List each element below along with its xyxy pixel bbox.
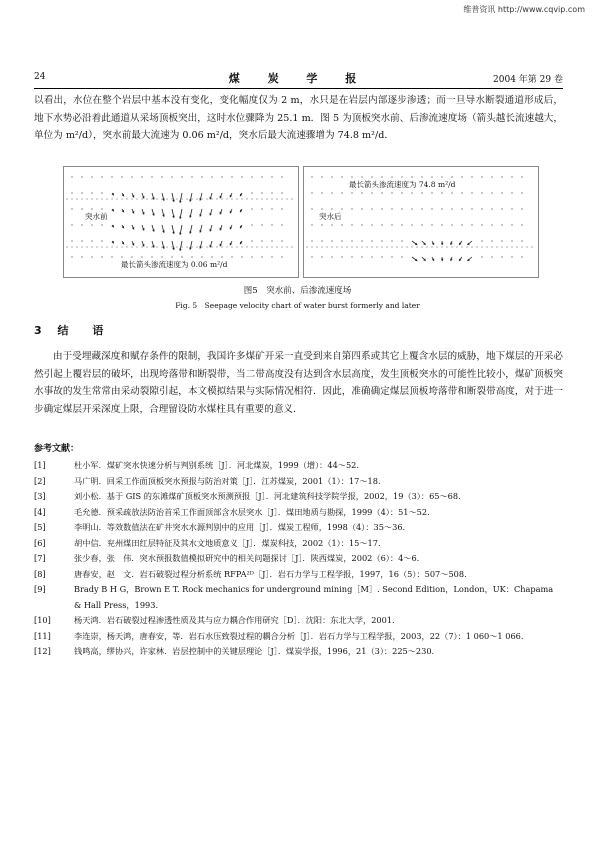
grid-dot <box>521 192 522 193</box>
grid-dot <box>321 192 322 193</box>
reference-index: [5] <box>34 522 46 532</box>
reference-text: 杜小军．煤矿突水快速分析与判别系统［J］．河北煤炭，1999（增）：44～52. <box>74 460 359 470</box>
grid-dot <box>371 176 372 177</box>
grid-dot <box>421 224 422 225</box>
grid-dot <box>131 256 132 257</box>
grid-dot <box>221 256 222 257</box>
grid-dot <box>471 224 472 225</box>
grid-dot <box>401 176 402 177</box>
grid-dot <box>491 176 492 177</box>
grid-dot <box>471 192 472 193</box>
grid-dot <box>371 208 372 209</box>
grid-dot <box>71 240 72 241</box>
grid-dot <box>481 256 482 257</box>
grid-dot <box>501 256 502 257</box>
grid-dot <box>261 176 262 177</box>
grid-dot <box>241 256 242 257</box>
grid-dot <box>101 176 102 177</box>
reference-text: 李连崇，杨天鸿，唐春安，等．岩石水压致裂过程的耦合分析［J］．岩石力学与工程学报，2003，22（7）：1 060～1 066. <box>74 630 524 641</box>
grid-dot <box>441 224 442 225</box>
grid-dot <box>351 176 352 177</box>
grid-dot <box>331 224 332 225</box>
grid-dot <box>521 176 522 177</box>
grid-dot <box>481 224 482 225</box>
grid-dot <box>401 224 402 225</box>
grid-dot <box>91 208 92 209</box>
grid-dot <box>431 192 432 193</box>
grid-dot <box>361 224 362 225</box>
header-rule <box>34 88 563 89</box>
grid-dot <box>81 176 82 177</box>
grid-dot <box>401 256 402 257</box>
reference-index: [7] <box>34 553 46 563</box>
grid-dot <box>491 240 492 241</box>
grid-dot <box>341 208 342 209</box>
grid-dot <box>371 192 372 193</box>
grid-dot <box>331 256 332 257</box>
grid-dot <box>331 240 332 241</box>
grid-dot <box>431 208 432 209</box>
reference-item <box>34 489 563 505</box>
grid-dot <box>101 192 102 193</box>
figure-caption-cn: 图5 突水前、后渗流速度场 <box>243 286 352 296</box>
grid-dot <box>181 176 182 177</box>
grid-dot <box>351 192 352 193</box>
figure-5 <box>63 166 538 276</box>
grid-dot <box>481 176 482 177</box>
grid-dot <box>521 224 522 225</box>
grid-dot <box>71 176 72 177</box>
grid-dot <box>401 208 402 209</box>
grid-dot <box>71 208 72 209</box>
grid-dot <box>381 208 382 209</box>
grid-dot <box>511 240 512 241</box>
grid-dot <box>191 176 192 177</box>
panel-after-burst <box>303 166 539 278</box>
arrow-head <box>199 230 202 232</box>
grid-dot <box>381 192 382 193</box>
grid-dot <box>311 256 312 257</box>
panel-label-before: 突水前 <box>85 212 108 221</box>
grid-dot <box>271 208 272 209</box>
grid-dot <box>471 176 472 177</box>
grid-dot <box>321 176 322 177</box>
grid-dot <box>271 256 272 257</box>
grid-dot <box>511 176 512 177</box>
grid-dot <box>441 192 442 193</box>
grid-dot <box>101 240 102 241</box>
reference-item <box>34 567 563 583</box>
grid-dot <box>351 208 352 209</box>
grid-dot <box>341 240 342 241</box>
reference-item <box>34 474 563 490</box>
reference-text: 杨天鸿．岩石破裂过程渗透性质及其与应力耦合作用研究［D］．沈阳：东北大学，2001. <box>74 615 395 625</box>
grid-dot <box>391 224 392 225</box>
grid-dot <box>331 192 332 193</box>
reference-list <box>34 458 563 660</box>
grid-dot <box>311 240 312 241</box>
grid-dot <box>391 208 392 209</box>
grid-dot <box>371 224 372 225</box>
grid-dot <box>481 240 482 241</box>
reference-index: [12] <box>34 646 51 656</box>
grid-dot <box>261 240 262 241</box>
grid-dot <box>401 240 402 241</box>
grid-dot <box>161 176 162 177</box>
grid-dot <box>201 256 202 257</box>
grid-dot <box>111 176 112 177</box>
grid-dot <box>491 208 492 209</box>
reference-index: [11] <box>34 630 51 641</box>
reference-index: [10] <box>34 615 51 625</box>
grid-dot <box>251 224 252 225</box>
references-heading: 参考文献： <box>34 444 80 454</box>
reference-text: 唐春安，赵 文．岩石破裂过程分析系统 RFPA²ᴰ［J］．岩石力学与工程学报，1997，16（5）：507～508. <box>74 568 467 579</box>
reference-item <box>34 520 563 536</box>
grid-dot <box>341 256 342 257</box>
grid-dot <box>281 208 282 209</box>
arrow-head <box>199 214 202 216</box>
grid-dot <box>501 240 502 241</box>
grid-dot <box>141 256 142 257</box>
grid-dot <box>151 256 152 257</box>
grid-dot <box>461 176 462 177</box>
grid-dot <box>391 176 392 177</box>
grid-dot <box>311 176 312 177</box>
grid-dot <box>411 208 412 209</box>
reference-index: [4] <box>34 506 46 517</box>
grid-dot <box>361 256 362 257</box>
grid-dot <box>101 208 102 209</box>
grid-dot <box>71 256 72 257</box>
journal-title: 煤 炭 学 报 <box>228 72 369 85</box>
grid-dot <box>361 192 362 193</box>
grid-dot <box>261 208 262 209</box>
grid-dot <box>181 256 182 257</box>
grid-dot <box>461 192 462 193</box>
grid-dot <box>91 224 92 225</box>
grid-dot <box>391 192 392 193</box>
grid-dot <box>351 256 352 257</box>
reference-item <box>34 629 563 645</box>
grid-dot <box>281 176 282 177</box>
grid-dot <box>161 256 162 257</box>
grid-dot <box>311 192 312 193</box>
arrow-head <box>162 230 165 232</box>
reference-text: 张少春，张 伟．突水预报数值模拟研究中的相关问题探讨［J］．陕西煤炭，2002（6）：4～6. <box>74 553 420 563</box>
grid-dot <box>221 176 222 177</box>
grid-dot <box>251 256 252 257</box>
grid-dot <box>231 256 232 257</box>
grid-dot <box>341 176 342 177</box>
grid-dot <box>351 240 352 241</box>
max-velocity-label-after: 最长箭头渗流速度为 74.8 m²/d <box>349 180 456 189</box>
grid-dot <box>371 240 372 241</box>
grid-dot <box>271 192 272 193</box>
reference-item <box>34 644 563 660</box>
grid-dot <box>441 208 442 209</box>
grid-dot <box>311 224 312 225</box>
grid-dot <box>381 224 382 225</box>
grid-dot <box>71 224 72 225</box>
arrow-head <box>441 243 444 245</box>
grid-dot <box>101 256 102 257</box>
reference-index: [9] <box>34 584 46 594</box>
grid-dot <box>521 256 522 257</box>
grid-dot <box>361 240 362 241</box>
grid-dot <box>381 240 382 241</box>
grid-dot <box>351 224 352 225</box>
reference-index: [8] <box>34 568 46 579</box>
grid-dot <box>491 256 492 257</box>
grid-dot <box>331 176 332 177</box>
grid-dot <box>321 256 322 257</box>
grid-dot <box>481 208 482 209</box>
reference-index: [2] <box>34 475 46 486</box>
grid-dot <box>271 240 272 241</box>
reference-text: 毛允德．预采疏放法防治首采工作面顶部含水层突水［J］．煤田地质与勘探，1999（4）：51～52. <box>74 506 430 517</box>
arrow-head <box>199 198 202 200</box>
grid-dot <box>511 224 512 225</box>
grid-dot <box>311 208 312 209</box>
grid-dot <box>321 240 322 241</box>
reference-item <box>34 458 563 474</box>
reference-index: [1] <box>34 460 46 470</box>
grid-dot <box>431 224 432 225</box>
grid-dot <box>391 240 392 241</box>
grid-dot <box>421 176 422 177</box>
grid-dot <box>201 176 202 177</box>
grid-dot <box>281 192 282 193</box>
grid-dot <box>91 240 92 241</box>
body-paragraph-2: 由于受埋藏深度和赋存条件的限制，我国许多煤矿开采一直受到来自第四系或其它上覆含水层的威胁，地下煤层的开采必然引起上覆岩层的破坏，出现垮落带和断裂带，当二带高度没有达到含水层高度，发生顶板突水的可能性比较小，煤矿顶板突水事故的发生常常由采动裂隙引起，本文模拟结果与实际情况相符．因此，准确确定煤层顶板垮落带和断裂带高度，对于进一步确定煤层开采深度上限，合理留设防水煤柱具有重要的意义． <box>34 351 563 415</box>
grid-dot <box>81 240 82 241</box>
grid-dot <box>381 256 382 257</box>
grid-dot <box>91 192 92 193</box>
grid-dot <box>231 176 232 177</box>
grid-dot <box>401 192 402 193</box>
grid-dot <box>381 176 382 177</box>
grid-dot <box>171 256 172 257</box>
grid-dot <box>441 176 442 177</box>
arrow-head <box>162 214 165 216</box>
grid-dot <box>281 240 282 241</box>
grid-dot <box>71 192 72 193</box>
grid-dot <box>281 256 282 257</box>
page-number: 24 <box>34 72 46 82</box>
grid-dot <box>121 256 122 257</box>
grid-dot <box>451 224 452 225</box>
grid-dot <box>501 176 502 177</box>
panel-label-after: 突水后 <box>319 212 342 221</box>
grid-dot <box>111 256 112 257</box>
grid-dot <box>271 176 272 177</box>
grid-dot <box>81 192 82 193</box>
reference-item <box>34 613 563 629</box>
grid-dot <box>511 192 512 193</box>
grid-dot <box>91 256 92 257</box>
reference-index: [3] <box>34 491 46 501</box>
grid-dot <box>411 224 412 225</box>
grid-dot <box>521 240 522 241</box>
grid-dot <box>361 208 362 209</box>
reference-text: Brady B H G，Brown E T. Rock mechanics for underground mining［M］. Second Edition，London，UK：Chapama & Hall Press，1993. <box>74 584 554 610</box>
grid-dot <box>501 224 502 225</box>
reference-text: 马广明．回采工作面顶板突水预报与防治对策［J］．江苏煤炭，2001（1）：17～18. <box>74 475 381 486</box>
figure-caption-en: Fig. 5 Seepage velocity chart of water burst formerly and later <box>175 301 420 310</box>
grid-dot <box>451 208 452 209</box>
grid-dot <box>511 208 512 209</box>
grid-dot <box>511 256 512 257</box>
grid-dot <box>491 192 492 193</box>
grid-dot <box>281 224 282 225</box>
reference-item <box>34 551 563 567</box>
grid-dot <box>171 176 172 177</box>
grid-dot <box>451 192 452 193</box>
grid-dot <box>461 224 462 225</box>
reference-text: 李明山．等效数值法在矿井突水水源判别中的应用［J］．煤炭工程师，1998（4）：35～36. <box>74 522 406 532</box>
grid-dot <box>211 256 212 257</box>
grid-dot <box>331 208 332 209</box>
grid-dot <box>211 176 212 177</box>
grid-dot <box>341 192 342 193</box>
grid-dot <box>251 176 252 177</box>
grid-dot <box>461 208 462 209</box>
grid-dot <box>121 176 122 177</box>
grid-dot <box>191 256 192 257</box>
grid-dot <box>411 192 412 193</box>
grid-dot <box>421 208 422 209</box>
grid-dot <box>371 256 372 257</box>
grid-dot <box>451 176 452 177</box>
reference-item <box>34 582 563 613</box>
grid-dot <box>251 208 252 209</box>
grid-dot <box>321 224 322 225</box>
grid-dot <box>101 224 102 225</box>
grid-dot <box>131 176 132 177</box>
section-number: 3 <box>34 324 42 337</box>
grid-dot <box>391 256 392 257</box>
arrow-head <box>199 246 202 248</box>
arrow-head <box>441 259 444 261</box>
section-heading <box>34 322 113 338</box>
grid-dot <box>241 176 242 177</box>
grid-dot <box>81 208 82 209</box>
grid-dot <box>411 176 412 177</box>
grid-dot <box>361 176 362 177</box>
issue-info: 2004 年第 29 卷 <box>493 75 563 85</box>
grid-dot <box>431 176 432 177</box>
grid-dot <box>501 208 502 209</box>
grid-dot <box>151 176 152 177</box>
section-title: 结 语 <box>57 324 114 337</box>
reference-text: 刘小松．基于 GIS 的东滩煤矿顶板突水预测预报［J］．河北建筑科技学院学报，2002，19（3）：65～68. <box>74 491 461 501</box>
grid-dot <box>471 208 472 209</box>
grid-dot <box>141 176 142 177</box>
watermark: 维普资讯 http://www.cqvip.com <box>463 5 585 14</box>
reference-text: 钱鸣高，缪协兴，许家林．岩层控制中的关键层理论［J］．煤炭学报，1996，21（3）：225～230. <box>74 646 435 656</box>
max-velocity-label-before: 最长箭头渗流速度为 0.06 m²/d <box>121 260 228 269</box>
grid-dot <box>91 176 92 177</box>
grid-dot <box>251 192 252 193</box>
grid-dot <box>341 224 342 225</box>
grid-dot <box>81 256 82 257</box>
grid-dot <box>501 192 502 193</box>
grid-dot <box>81 224 82 225</box>
reference-index: [6] <box>34 537 46 548</box>
grid-dot <box>251 240 252 241</box>
reference-item <box>34 536 563 552</box>
reference-item <box>34 505 563 521</box>
grid-dot <box>261 224 262 225</box>
panel-before-burst <box>63 166 299 278</box>
grid-dot <box>261 256 262 257</box>
grid-dot <box>491 224 492 225</box>
grid-dot <box>421 192 422 193</box>
grid-dot <box>271 224 272 225</box>
reference-text: 胡中信．兖州煤田红层特征及其水文地质意义［J］．煤炭科技，2002（1）：15～17. <box>74 537 381 548</box>
body-paragraph-1: 以看出，水位在整个岩层中基本没有变化，变化幅度仅为 2 m，水只是在岩层内部逐步渗透；而一旦导水断裂通道形成后，地下水势必沿着此通道从采场顶板突出，这时水位骤降为 25.1 m．图 5 为顶板突水前、后渗流速度场（箭头越长流速越大，单位为 m²/d），突水前最大流速为 0.06 m²/d，突水后最大流速骤增为 74.8 m²/d． <box>34 95 563 141</box>
grid-dot <box>521 208 522 209</box>
page-header <box>34 72 563 86</box>
grid-dot <box>261 192 262 193</box>
grid-dot <box>481 192 482 193</box>
grid-dot <box>321 208 322 209</box>
